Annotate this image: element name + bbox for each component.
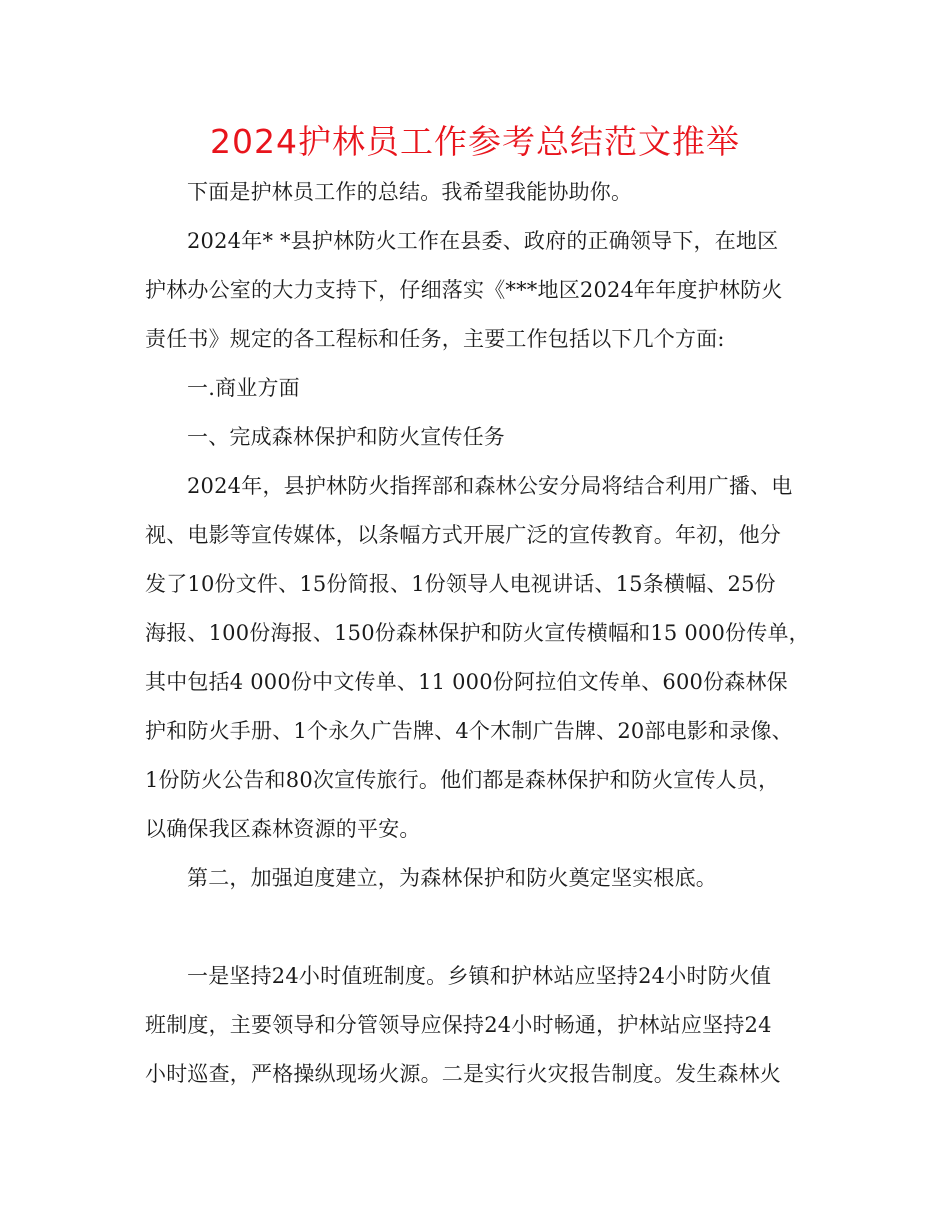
paragraph-line: 1份防火公告和80次宣传旅行。他们都是森林保护和防火宣传人员， xyxy=(145,768,780,792)
paragraph-line: 其中包括4 000份中文传单、11 000份阿拉伯文传单、600份森林保 xyxy=(145,670,788,694)
paragraph-line: 以确保我区森林资源的平安。 xyxy=(145,817,421,841)
section-heading: 一、完成森林保护和防火宣传任务 xyxy=(187,425,505,449)
document-title: 2024护林员工作参考总结范文推举 xyxy=(210,122,740,161)
paragraph-line: 2024年，县护林防火指挥部和森林公安分局将结合利用广播、电 xyxy=(187,474,793,498)
section-heading: 一.商业方面 xyxy=(187,376,300,400)
paragraph-line: 班制度，主要领导和分管领导应保持24小时畅通，护林站应坚持24 xyxy=(145,1013,772,1037)
paragraph-line: 下面是护林员工作的总结。我希望我能协助你。 xyxy=(187,180,633,204)
paragraph-line: 发了10份文件、15份简报、1份领导人电视讲话、15条横幅、25份 xyxy=(145,572,776,596)
paragraph-line: 护林办公室的大力支持下，仔细落实《***地区2024年年度护林防火 xyxy=(145,278,783,302)
paragraph-line: 小时巡查，严格操纵现场火源。二是实行火灾报告制度。发生森林火 xyxy=(145,1062,781,1086)
paragraph-line: 责任书》规定的各工程标和任务，主要工作包括以下几个方面: xyxy=(145,327,725,351)
paragraph-line: 一是坚持24小时值班制度。乡镇和护林站应坚持24小时防火值 xyxy=(187,964,772,988)
paragraph-line: 护和防火手册、1个永久广告牌、4个木制广告牌、20部电影和录像、 xyxy=(145,719,793,743)
paragraph-line: 2024年* *县护林防火工作在县委、政府的正确领导下，在地区 xyxy=(187,229,779,253)
section-heading: 第二，加强迫度建立，为森林保护和防火奠定坚实根底。 xyxy=(187,866,717,890)
paragraph-line: 海报、100份海报、150份森林保护和防火宣传横幅和15 000份传单， xyxy=(145,621,810,645)
paragraph-line: 视、电影等宣传媒体，以条幅方式开展广泛的宣传教育。年初，他分 xyxy=(145,523,781,547)
